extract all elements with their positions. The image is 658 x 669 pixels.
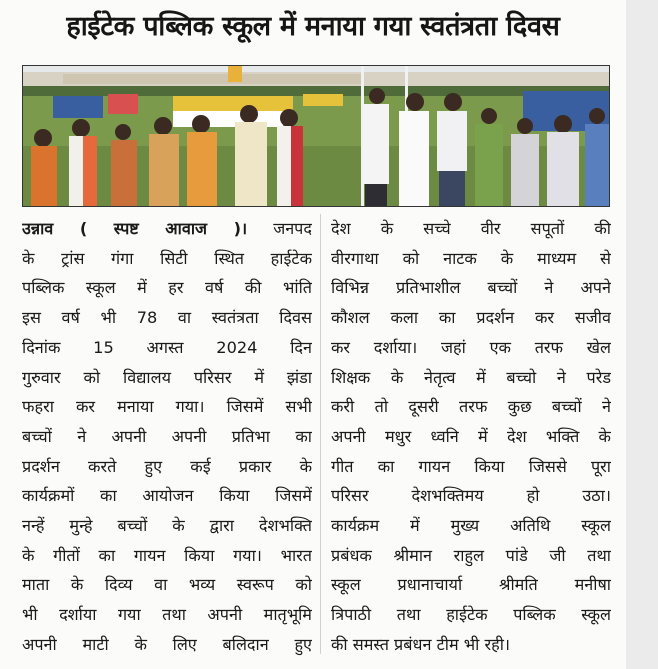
article-line: शिक्षक के नेतृत्व में बच्चो ने परेड bbox=[331, 367, 611, 387]
article-line: विभिन्न प्रतिभाशील बच्चों ने अपने bbox=[331, 278, 611, 298]
article-line: की समस्त प्रबंधन टीम भी रही। bbox=[331, 634, 511, 654]
article-line: परिसर देशभक्तिमय हो उठा। bbox=[331, 486, 611, 506]
article-line: भी दर्शाया गया तथा अपनी मातृभूमि bbox=[22, 605, 312, 625]
article-line: कर दर्शाया। जहां एक तरफ खेल bbox=[331, 337, 611, 357]
article-line: कौशल कला का प्रदर्शन कर सजीव bbox=[331, 308, 611, 328]
article-line: पब्लिक स्कूल में हर वर्ष की भांति bbox=[22, 278, 312, 298]
article-line: स्कूल प्रधानाचार्या श्रीमति मनीषा bbox=[331, 575, 611, 595]
article-line: करी तो दूसरी तरफ कुछ बच्चों ने bbox=[331, 397, 611, 417]
article-first-line: उन्नाव ( स्पष्ट आवाज )। जनपद bbox=[22, 219, 312, 238]
event-photo bbox=[22, 65, 610, 207]
article-line: गुरुवार को विद्यालय परिसर में झंडा bbox=[22, 367, 312, 387]
article-column-right bbox=[331, 214, 611, 660]
article-line: कार्यक्रम में मुख्य अतिथि स्कूल bbox=[331, 516, 611, 536]
article-dateline: उन्नाव ( स्पष्ट आवाज )। bbox=[22, 219, 248, 238]
flag-hoisting-photo bbox=[23, 66, 610, 207]
article-line: प्रदर्शन करते हुए कई प्रकार के bbox=[22, 456, 312, 476]
article-line: के गीतों का गायन किया गया। भारत bbox=[22, 545, 312, 565]
article-line: नन्हें मुन्हे बच्चों के द्वारा देशभक्ति bbox=[22, 516, 312, 536]
article-headline: हाईटेक पब्लिक स्कूल में मनाया गया स्वतंत्रता दिवस bbox=[66, 11, 560, 42]
article-line: गीत का गायन किया जिससे पूरा bbox=[331, 456, 611, 476]
article-line: वीरगाथा को नाटक के माध्यम से bbox=[331, 248, 611, 268]
article-line: प्रबंधक श्रीमान राहुल पांडे जी तथा bbox=[331, 545, 611, 565]
article-line: बच्चों ने अपनी अपनी प्रतिभा का bbox=[22, 426, 312, 446]
article-line: कार्यक्रमों का आयोजन किया जिसमें bbox=[22, 486, 312, 506]
article-line: दिनांक 15 अगस्त 2024 दिन bbox=[22, 337, 312, 357]
article-line: फहरा कर मनाया गया। जिसमें सभी bbox=[22, 397, 312, 417]
article-line: देश के सच्चे वीर सपूतों की bbox=[331, 219, 611, 238]
article-line: अपनी मधुर ध्वनि में देश भक्ति के bbox=[331, 426, 611, 446]
article-line: इस वर्ष भी 78 वा स्वतंत्रता दिवस bbox=[22, 308, 312, 328]
article-line: के ट्रांस गंगा सिटी स्थित हाईटेक bbox=[22, 248, 312, 268]
article-line: अपनी माटी के लिए बलिदान हुए bbox=[22, 634, 312, 654]
column-divider bbox=[320, 214, 321, 654]
article-column-left bbox=[22, 214, 312, 660]
article-line: त्रिपाठी तथा हाईटेक पब्लिक स्कूल bbox=[331, 605, 611, 625]
article-line: माता के दिव्य वा भव्य स्वरूप को bbox=[22, 575, 312, 595]
